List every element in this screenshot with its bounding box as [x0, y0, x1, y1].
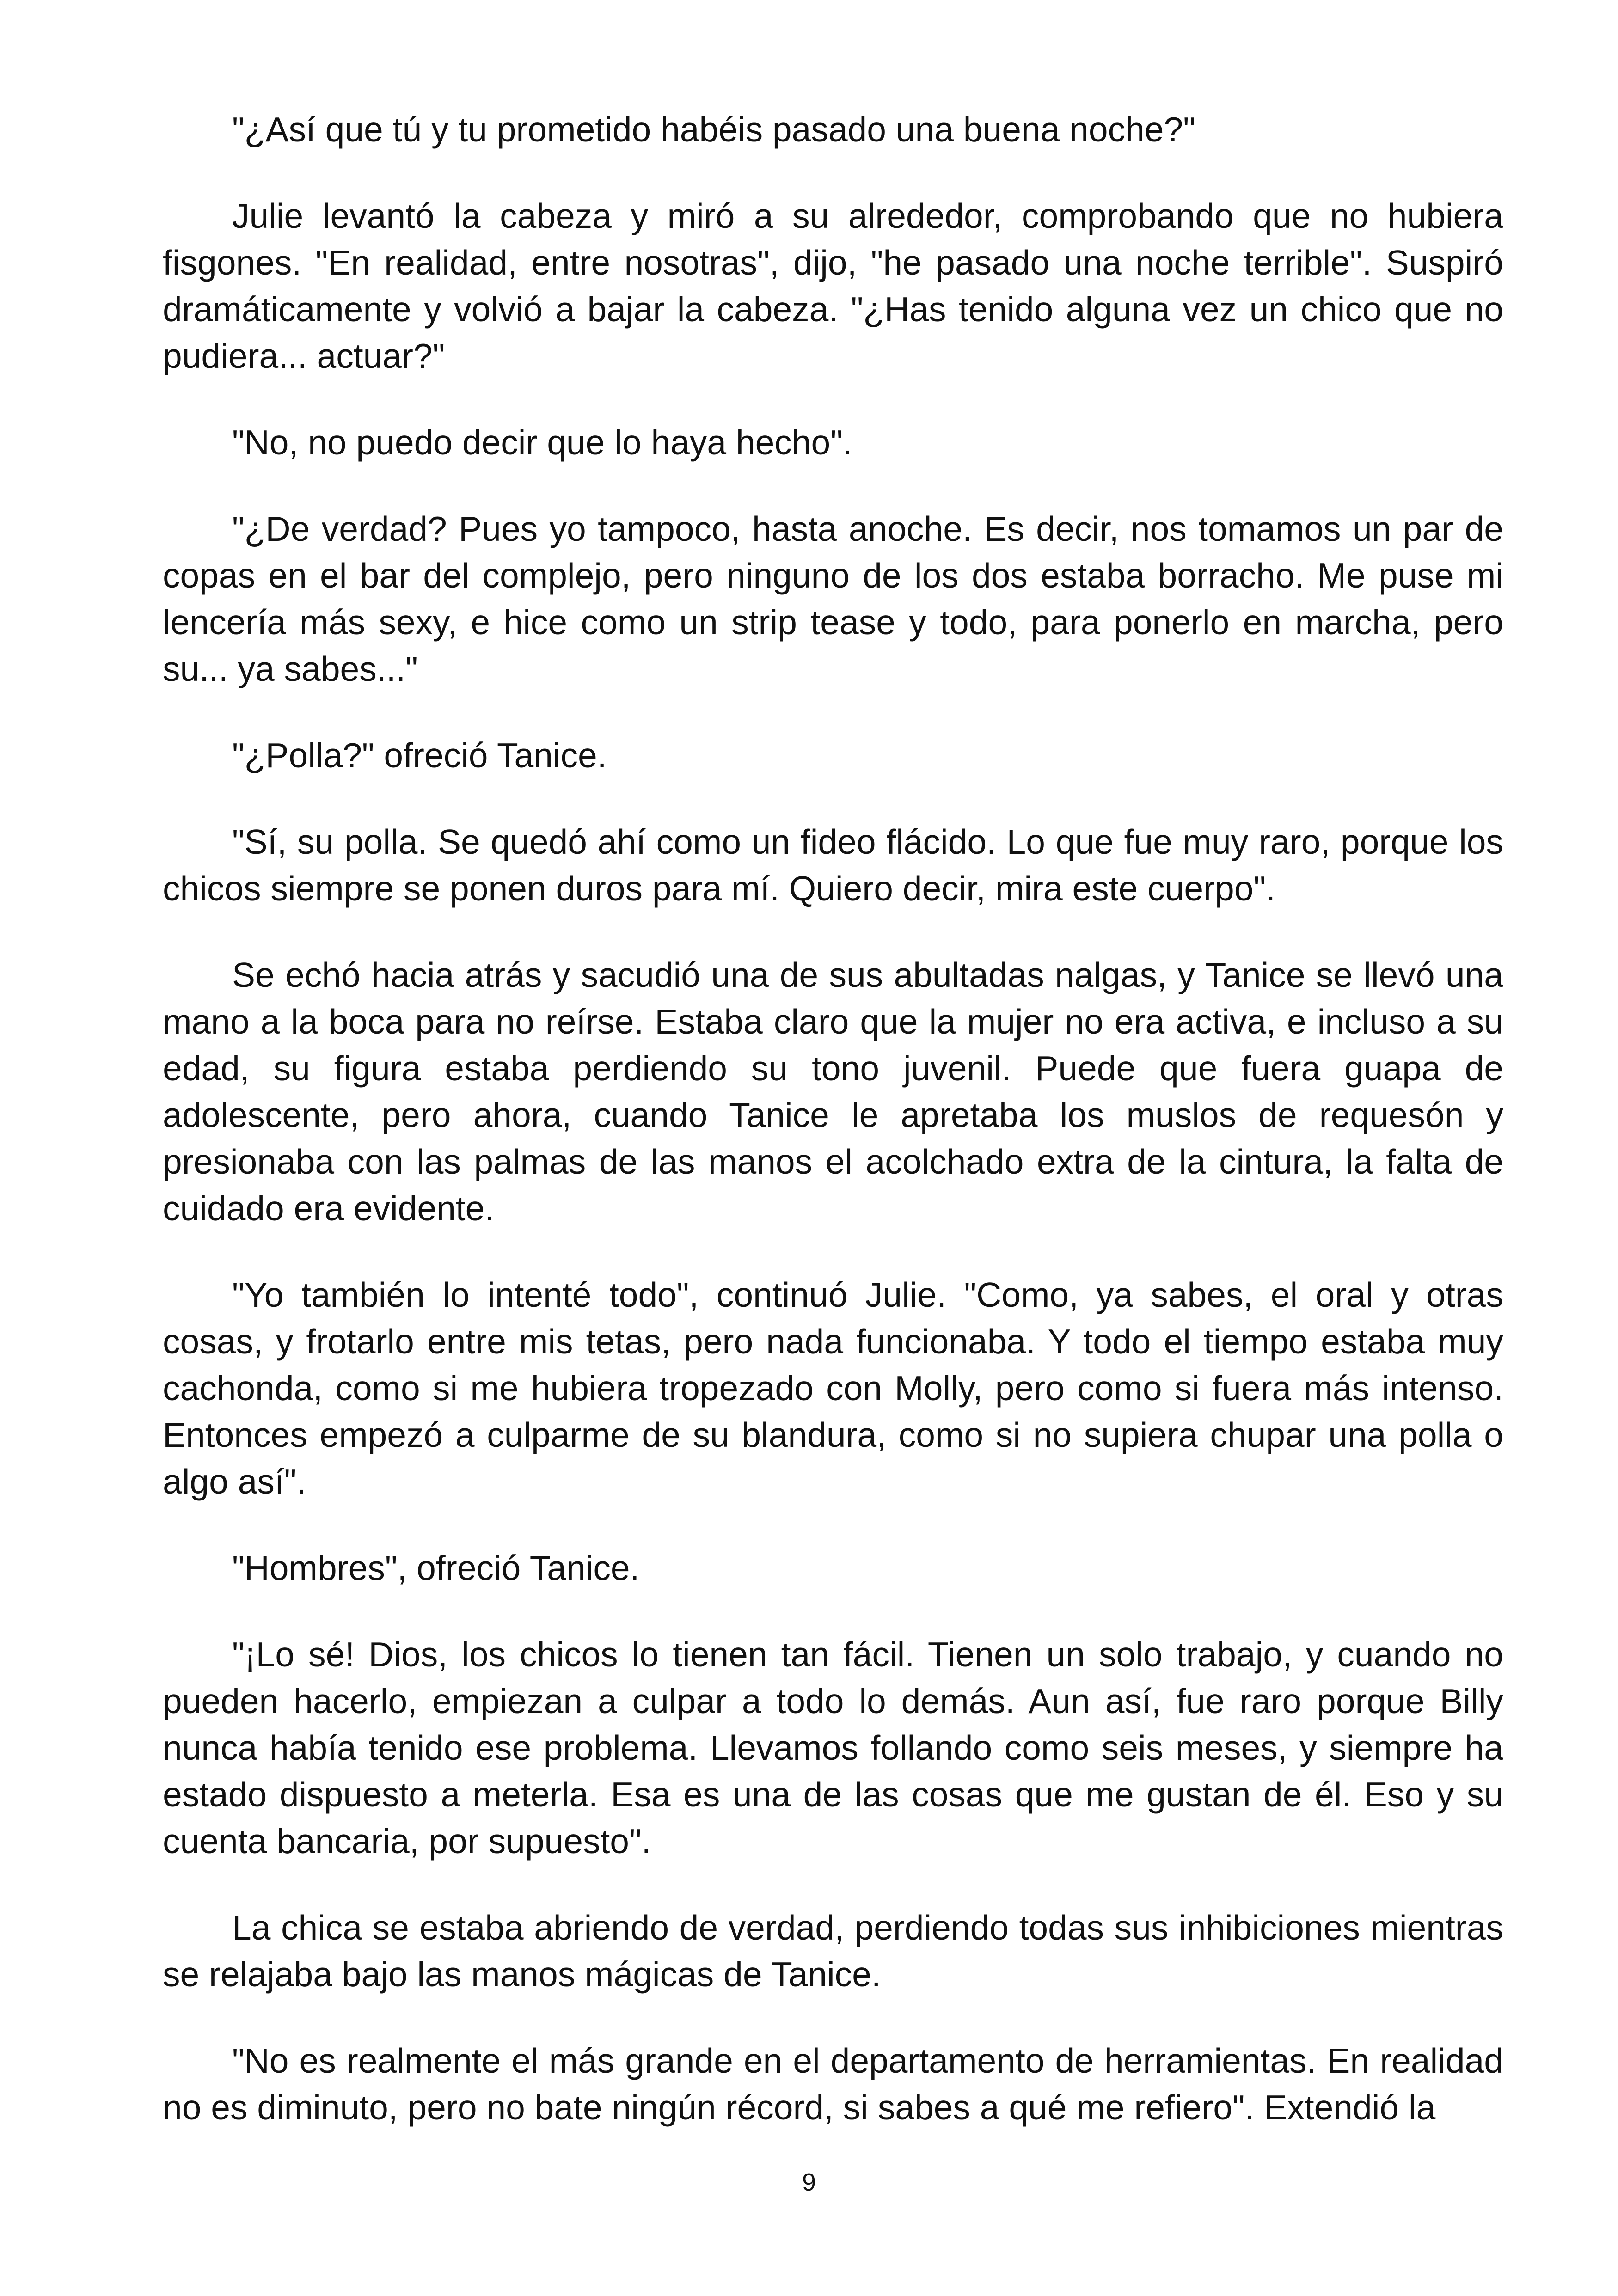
paragraph: "¡Lo sé! Dios, los chicos lo tienen tan fácil. Tienen un solo trabajo, y cuando no pueden hacerlo, empiezan a culpar a todo lo demás. Aun así, fue raro porque Billy nunca había tenido ese problema. Llevamos follando como seis meses, y siempre ha estado dispuesto a meterla. Esa es una de las cosas que me gustan de él. Eso y su cuenta bancaria, por supuesto".: [163, 1635, 1503, 1861]
paragraph: Julie levantó la cabeza y miró a su alrededor, comprobando que no hubiera fisgones. "En realidad, entre nosotras", dijo, "he pasado una noche terrible". Suspiró dramáticamente y volvió a bajar la cabeza. "¿Has tenido alguna vez un chico que no pudiera... actuar?": [163, 196, 1503, 375]
paragraph: "Hombres", ofreció Tanice.: [232, 1549, 640, 1587]
paragraph: "¿De verdad? Pues yo tampoco, hasta anoche. Es decir, nos tomamos un par de copas en el bar del complejo, pero ninguno de los dos estaba borracho. Me puse mi lencería más sexy, e hice como un strip tease y todo, para ponerlo en marcha, pero su... ya sabes...": [163, 509, 1503, 688]
paragraph: "No, no puedo decir que lo haya hecho".: [232, 423, 852, 462]
paragraph: "¿Así que tú y tu prometido habéis pasado una buena noche?": [232, 110, 1195, 149]
page-number: 9: [802, 2168, 816, 2196]
paragraph: La chica se estaba abriendo de verdad, perdiendo todas sus inhibiciones mientras se relajaba bajo las manos mágicas de Tanice.: [163, 1908, 1503, 1994]
paragraph-continued: "No es realmente el más grande en el departamento de herramientas. En realidad no es diminuto, pero no bate ningún récord, si sabes a qué me refiero". Extendió la: [163, 2041, 1503, 2127]
body-text: [163, 106, 1503, 2171]
paragraph: "Yo también lo intenté todo", continuó Julie. "Como, ya sabes, el oral y otras cosas, y frotarlo entre mis tetas, pero nada funcionaba. Y todo el tiempo estaba muy cachonda, como si me hubiera tropezado con Molly, pero como si fuera más intenso. Entonces empezó a culparme de su blandura, como si no supiera chupar una polla o algo así".: [163, 1275, 1503, 1501]
paragraph: "¿Polla?" ofreció Tanice.: [232, 736, 607, 775]
paragraph: Se echó hacia atrás y sacudió una de sus abultadas nalgas, y Tanice se llevó una mano a la boca para no reírse. Estaba claro que la mujer no era activa, e incluso a su edad, su figura estaba perdiendo su tono juvenil. Puede que fuera guapa de adolescente, pero ahora, cuando Tanice le apretaba los muslos de requesón y presionaba con las palmas de las manos el acolchado extra de la cintura, la falta de cuidado era evidente.: [163, 955, 1503, 1228]
paragraph: "Sí, su polla. Se quedó ahí como un fideo flácido. Lo que fue muy raro, porque los chicos siempre se ponen duros para mí. Quiero decir, mira este cuerpo".: [163, 822, 1503, 908]
